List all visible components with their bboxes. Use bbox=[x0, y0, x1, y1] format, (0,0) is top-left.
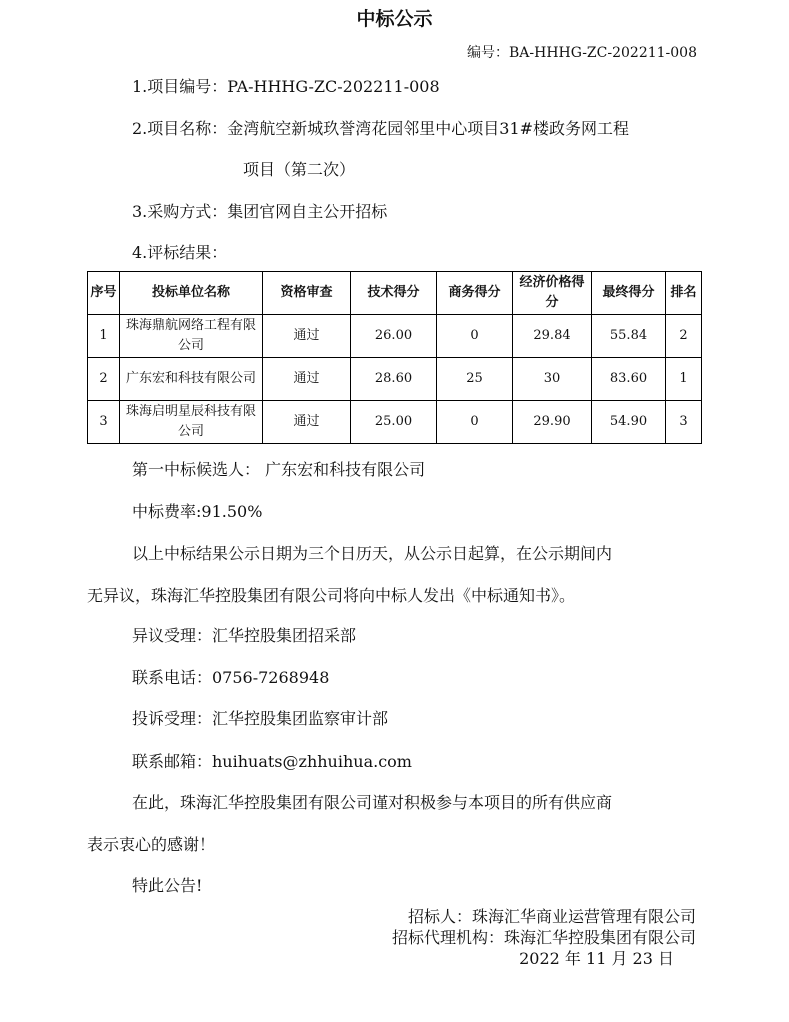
announcement-date: 2022 年 11 月 23 日 bbox=[519, 949, 674, 968]
table-cell: 广东宏和科技有限公司 bbox=[120, 358, 263, 401]
table-cell: 通过 bbox=[263, 358, 351, 401]
tenderer: 招标人：珠海汇华商业运营管理有限公司 bbox=[407, 907, 696, 926]
table-cell: 83.60 bbox=[592, 358, 666, 401]
header-cell: 最终得分 bbox=[592, 272, 666, 315]
email-contact: 联系邮箱：huihuats@zhhuihua.com bbox=[132, 752, 412, 771]
table-cell: 通过 bbox=[263, 401, 351, 444]
project-name-line2: 项目（第二次） bbox=[243, 160, 356, 179]
phone-contact: 联系电话：0756-7268948 bbox=[132, 668, 330, 687]
thanks-line1: 在此，珠海汇华控股集团有限公司谨对积极参与本项目的所有供应商 bbox=[132, 793, 613, 812]
header-cell: 经济价格得分 bbox=[513, 272, 592, 315]
table-cell: 通过 bbox=[263, 315, 351, 358]
table-header-row bbox=[88, 272, 702, 315]
result-heading: 4.评标结果： bbox=[132, 243, 228, 262]
table-cell: 1 bbox=[666, 358, 702, 401]
notice-line2: 无异议，珠海汇华控股集团有限公司将向中标人发出《中标通知书》。 bbox=[87, 586, 576, 605]
table-cell: 55.84 bbox=[592, 315, 666, 358]
table-cell: 54.90 bbox=[592, 401, 666, 444]
table-row bbox=[88, 401, 702, 444]
table-cell: 珠海启明星辰科技有限公司 bbox=[120, 401, 263, 444]
header-cell: 商务得分 bbox=[437, 272, 513, 315]
table-cell: 2 bbox=[88, 358, 120, 401]
winning-rate: 中标费率:91.50% bbox=[132, 502, 263, 521]
notice-line1: 以上中标结果公示日期为三个日历天，从公示日起算，在公示期间内 bbox=[132, 544, 613, 563]
table-cell: 0 bbox=[437, 401, 513, 444]
table-cell: 2 bbox=[666, 315, 702, 358]
header-cell: 技术得分 bbox=[351, 272, 437, 315]
table-cell: 29.90 bbox=[513, 401, 592, 444]
table-cell: 3 bbox=[666, 401, 702, 444]
winning-candidate: 第一中标候选人： 广东宏和科技有限公司 bbox=[132, 460, 426, 479]
bid-result-table bbox=[87, 271, 702, 444]
closing-remark: 特此公告! bbox=[132, 876, 203, 895]
header-cell: 投标单位名称 bbox=[120, 272, 263, 315]
table-cell: 29.84 bbox=[513, 315, 592, 358]
procurement-method: 3.采购方式：集团官网自主公开招标 bbox=[132, 202, 388, 221]
header-cell: 资格审查 bbox=[263, 272, 351, 315]
table-cell: 28.60 bbox=[351, 358, 437, 401]
table-cell: 25.00 bbox=[351, 401, 437, 444]
header-cell: 序号 bbox=[88, 272, 120, 315]
page-title: 中标公示 bbox=[356, 8, 433, 30]
document-number: 编号：BA-HHHG-ZC-202211-008 bbox=[467, 45, 697, 61]
project-number: 1.项目编号：PA-HHHG-ZC-202211-008 bbox=[132, 77, 440, 96]
complaint-contact: 投诉受理：汇华控股集团监察审计部 bbox=[132, 709, 389, 728]
table-cell: 30 bbox=[513, 358, 592, 401]
header-cell: 排名 bbox=[666, 272, 702, 315]
table-row bbox=[88, 358, 702, 401]
table-cell: 0 bbox=[437, 315, 513, 358]
objection-contact: 异议受理：汇华控股集团招采部 bbox=[132, 626, 357, 645]
table-cell: 25 bbox=[437, 358, 513, 401]
thanks-line2: 表示衷心的感谢！ bbox=[87, 835, 216, 854]
tender-agency: 招标代理机构：珠海汇华控股集团有限公司 bbox=[391, 928, 696, 947]
project-name-line1: 2.项目名称：金湾航空新城玖誉湾花园邻里中心项目31#楼政务网工程 bbox=[132, 119, 630, 138]
table-cell: 26.00 bbox=[351, 315, 437, 358]
table-cell: 珠海鼎航网络工程有限公司 bbox=[120, 315, 263, 358]
table-cell: 1 bbox=[88, 315, 120, 358]
table-row bbox=[88, 315, 702, 358]
table-cell: 3 bbox=[88, 401, 120, 444]
